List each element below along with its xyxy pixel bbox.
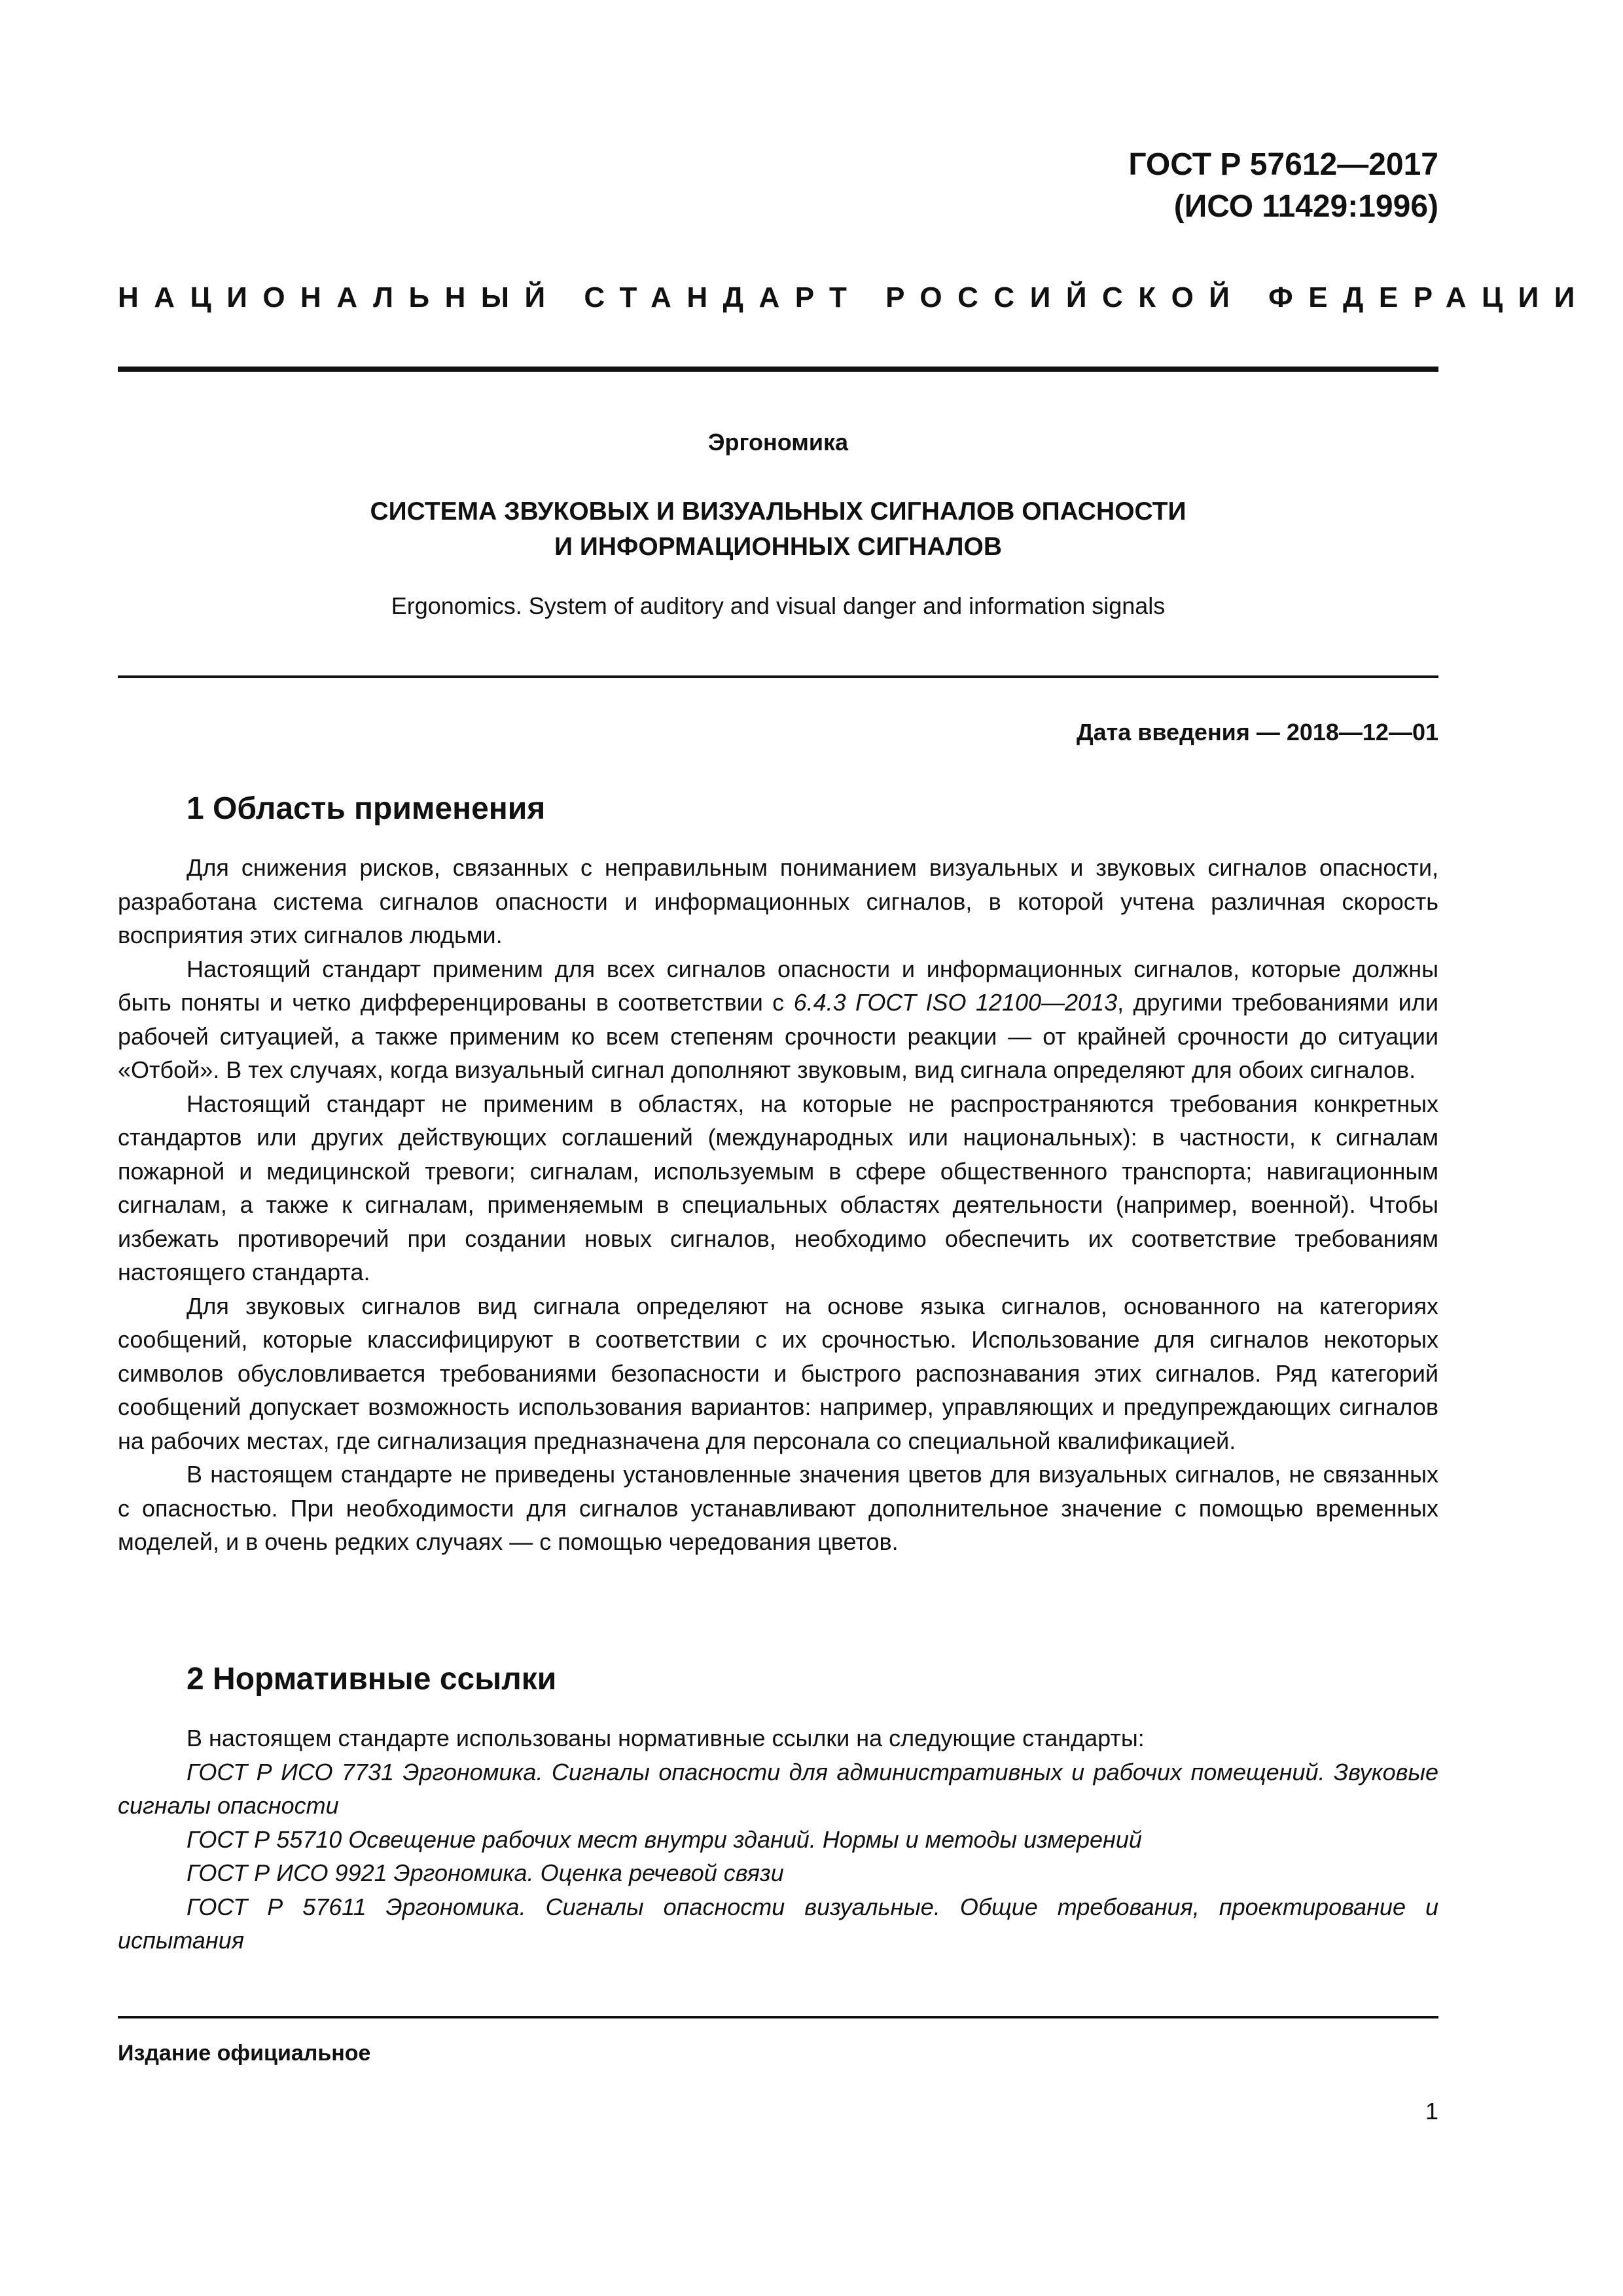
paragraph: В настоящем стандарте не приведены установленные значения цветов для визуальных сигналов, не связанных с опасностью. При необходимости для сигналов устанавливают дополнительное значение с помощью временных моделей, и в очень редких случаях — с помощью чередования цветов. [118,1461,1438,1555]
normative-reference: ГОСТ Р 57611 Эргономика. Сигналы опасности визуальные. Общие требования, проектирование и испытания [118,1893,1438,1954]
normative-reference: ГОСТ Р ИСО 7731 Эргономика. Сигналы опасности для административных и рабочих помещений. Звуковые сигналы опасности [118,1758,1438,1819]
section-2-body [118,1721,1438,1958]
section-2-heading: 2 Нормативные ссылки [187,1662,557,1696]
normative-reference: ГОСТ Р 55710 Освещение рабочих мест внутри зданий. Нормы и методы измерений [187,1825,1142,1853]
title-ru-line1: СИСТЕМА ЗВУКОВЫХ И ВИЗУАЛЬНЫХ СИГНАЛОВ ОПАСНОСТИ [370,497,1186,526]
normative-reference: ГОСТ Р ИСО 9921 Эргономика. Оценка речевой связи [187,1859,784,1886]
topic-label: Эргономика [707,429,849,456]
footer-divider [118,2016,1438,2018]
paragraph [118,952,1438,1087]
document-title-ru [118,494,1438,565]
gost-number [982,144,1438,228]
paragraph: Для звуковых сигналов вид сигнала определяют на основе языка сигналов, основанного на категориях сообщений, которые классифицируют в соответствии с их срочностью. Использование для сигналов некоторых символов обусловливается требованиями безопасности и быстрого распознавания этих сигналов. Ряд категорий сообщений допускает возможность использования вариантов: например, управляющих и предупреждающих сигналов на рабочих местах, где сигнализация предназначена для персонала со специальной квалификацией. [118,1292,1438,1454]
title-divider [118,675,1438,678]
paragraph: Для снижения рисков, связанных с неправильным пониманием визуальных и звуковых сигналов опасности, разработана система сигналов опасности и информационных сигналов, в которой учтена различная скорость восприятия этих сигналов людьми. [118,854,1438,948]
paragraph: В настоящем стандарте использованы нормативные ссылки на следующие стандарты: [187,1725,1145,1751]
national-standard-title: НАЦИОНАЛЬНЫЙ СТАНДАРТ РОССИЙСКОЙ ФЕДЕРАЦИИ [118,281,1590,314]
gost-number-line1: ГОСТ Р 57612—2017 [1128,147,1438,182]
edition-note: Издание официальное [118,2041,371,2066]
introduction-date: Дата введения — 2018—12—01 [1076,719,1438,745]
gost-number-line2: (ИСО 11429:1996) [1173,189,1438,224]
paragraph-text: Настоящий стандарт применим для всех сигналов опасности и информационных сигналов, которые должны быть поняты и четко дифференцированы в соответствии с [118,955,1438,1016]
paragraph: Настоящий стандарт не применим в областях, на которые не распространяются требования конкретных стандартов или других действующих соглашений (международных или национальных): в частности, к сигналам пожарной и медицинской тревоги; сигналам, используемым в сфере общественного транспорта; навигационным сигналам, а также к сигналам, применяемым в специальных областях деятельности (например, военной). Чтобы избежать противоречий при создании новых сигналов, необходимо обеспечить их соответствие требованиям настоящего стандарта. [118,1090,1438,1285]
top-divider [118,367,1438,372]
section-1-body [118,851,1438,1559]
document-title-en: Ergonomics. System of auditory and visual danger and information signals [391,592,1166,619]
paragraph-text: , другими требованиями или рабочей ситуацией, а также применим ко всем степеням срочности реакции — от крайней срочности до ситуации «Отбой». В тех случаях, когда визуальный сигнал дополняют звуковым, вид сигнала определяют для обоих сигналов. [118,989,1438,1083]
page-number: 1 [1425,2098,1438,2125]
section-1-heading: 1 Область применения [187,791,546,826]
title-ru-line2: И ИНФОРМАЦИОННЫХ СИГНАЛОВ [554,533,1003,561]
standard-reference: 6.4.3 ГОСТ ISO 12100—2013 [793,989,1118,1016]
